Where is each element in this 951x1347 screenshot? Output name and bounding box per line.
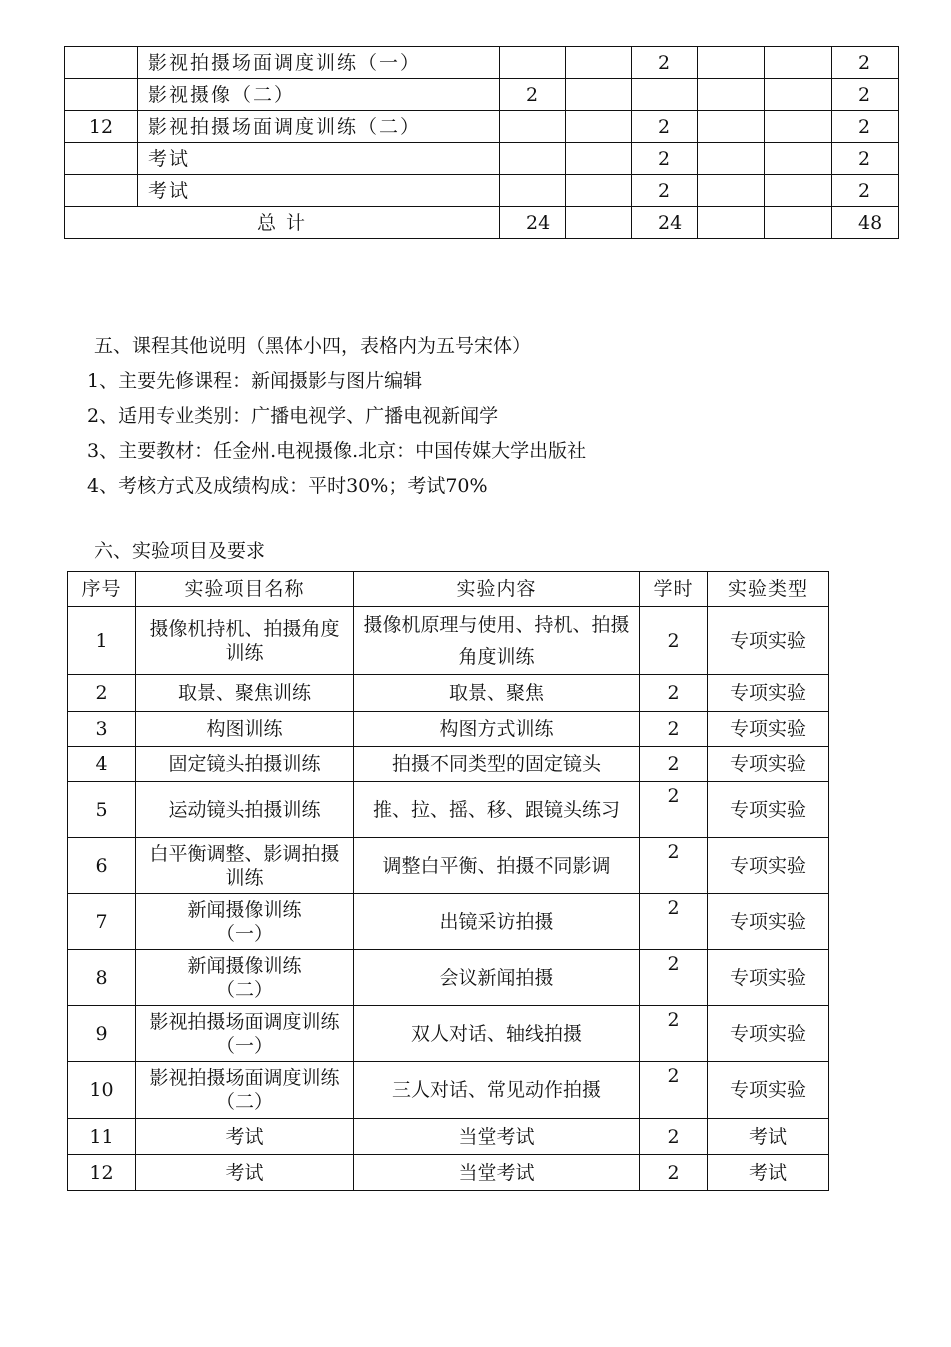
type-cell: 考试 <box>708 1155 829 1191</box>
table-row <box>68 747 829 782</box>
content-text: 推、拉、摇、移、跟镜头练习 <box>372 798 620 821</box>
name-cell <box>136 838 354 894</box>
name-text: 新闻摄像训练（二） <box>187 954 302 1001</box>
hours-cell: 2 <box>632 143 698 175</box>
hours-cell: 2 <box>500 79 566 111</box>
topic-cell: 考试 <box>138 143 500 175</box>
hours-cell <box>698 47 765 79</box>
hours-cell <box>566 47 632 79</box>
hours-cell <box>698 175 765 207</box>
hours-cell: 2 <box>640 1119 708 1155</box>
hours-cell: 2 <box>640 675 708 712</box>
table-row <box>68 782 829 838</box>
topic-cell: 考试 <box>138 175 500 207</box>
hours-cell <box>500 111 566 143</box>
name-cell <box>136 1062 354 1119</box>
topic-cell: 影视摄像（二） <box>138 79 500 111</box>
hours-cell: 2 <box>640 950 708 1006</box>
week-cell <box>65 175 138 207</box>
name-cell <box>136 950 354 1006</box>
section5-item: 2、适用专业类别：广播电视学、广播电视新闻学 <box>87 405 499 427</box>
content-cell <box>354 838 640 894</box>
week-cell <box>65 79 138 111</box>
table-row <box>68 950 829 1006</box>
content-cell: 会议新闻拍摄 <box>354 950 640 1006</box>
total-cell <box>765 207 832 239</box>
total-row <box>65 207 899 239</box>
hours-cell: 2 <box>832 47 899 79</box>
type-cell: 专项实验 <box>708 1006 829 1062</box>
hours-cell: 2 <box>832 143 899 175</box>
hours-cell <box>500 175 566 207</box>
no-cell: 2 <box>68 675 136 712</box>
no-cell: 6 <box>68 838 136 894</box>
experiment-table <box>67 571 829 1191</box>
header-cell: 学时 <box>640 572 708 607</box>
content-cell: 当堂考试 <box>354 1155 640 1191</box>
type-cell: 专项实验 <box>708 675 829 712</box>
hours-cell <box>500 143 566 175</box>
hours-cell <box>566 175 632 207</box>
name-cell: 考试 <box>136 1119 354 1155</box>
hours-cell <box>500 47 566 79</box>
week-cell <box>65 143 138 175</box>
table-row <box>68 712 829 747</box>
hours-cell: 2 <box>640 607 708 675</box>
content-cell: 双人对话、轴线拍摄 <box>354 1006 640 1062</box>
type-cell: 专项实验 <box>708 894 829 950</box>
no-cell: 9 <box>68 1006 136 1062</box>
hours-cell <box>765 79 832 111</box>
name-cell: 运动镜头拍摄训练 <box>136 782 354 838</box>
hours-cell: 2 <box>632 175 698 207</box>
header-cell: 实验项目名称 <box>136 572 354 607</box>
section5-item: 3、主要教材：任金州.电视摄像.北京：中国传媒大学出版社 <box>87 440 587 462</box>
header-cell: 序号 <box>68 572 136 607</box>
section5-heading: 五、课程其他说明（黑体小四，表格内为五号宋体） <box>94 335 532 357</box>
name-text: 摄像机持机、拍摄角度训练 <box>149 617 340 664</box>
hours-cell <box>632 79 698 111</box>
hours-cell <box>698 143 765 175</box>
hours-cell: 2 <box>640 838 708 894</box>
content-cell: 拍摄不同类型的固定镜头 <box>354 747 640 782</box>
section6-heading: 六、实验项目及要求 <box>94 540 266 562</box>
hours-cell <box>698 111 765 143</box>
content-cell <box>354 607 640 675</box>
table-row <box>68 675 829 712</box>
section5-item: 1、主要先修课程：新闻摄影与图片编辑 <box>87 370 423 392</box>
header-cell: 实验类型 <box>708 572 829 607</box>
name-cell <box>136 1006 354 1062</box>
total-cell <box>698 207 765 239</box>
total-cell: 24 <box>632 207 698 239</box>
table-row <box>68 1006 829 1062</box>
table-row <box>68 1119 829 1155</box>
type-cell: 考试 <box>708 1119 829 1155</box>
name-text: 白平衡调整、影调拍摄训练 <box>149 842 340 889</box>
total-label: 总 计 <box>65 207 500 239</box>
table-row <box>68 838 829 894</box>
no-cell: 4 <box>68 747 136 782</box>
hours-cell: 2 <box>640 712 708 747</box>
no-cell: 1 <box>68 607 136 675</box>
no-cell: 7 <box>68 894 136 950</box>
schedule-row <box>65 47 899 79</box>
hours-cell: 2 <box>832 111 899 143</box>
hours-cell <box>698 79 765 111</box>
total-cell: 48 <box>832 207 899 239</box>
content-cell: 当堂考试 <box>354 1119 640 1155</box>
hours-cell: 2 <box>640 1062 708 1119</box>
no-cell: 12 <box>68 1155 136 1191</box>
type-cell: 专项实验 <box>708 838 829 894</box>
type-cell: 专项实验 <box>708 782 829 838</box>
content-cell: 构图方式训练 <box>354 712 640 747</box>
name-cell: 构图训练 <box>136 712 354 747</box>
type-cell: 专项实验 <box>708 950 829 1006</box>
hours-cell <box>765 175 832 207</box>
content-cell: 出镜采访拍摄 <box>354 894 640 950</box>
table-row <box>68 607 829 675</box>
hours-cell <box>765 111 832 143</box>
hours-cell: 2 <box>640 747 708 782</box>
schedule-row <box>65 79 899 111</box>
total-cell <box>566 207 632 239</box>
name-text: 影视拍摄场面调度训练（一） <box>149 1010 340 1057</box>
name-text: 新闻摄像训练（一） <box>187 898 302 945</box>
schedule-row <box>65 175 899 207</box>
hours-cell <box>566 111 632 143</box>
hours-cell: 2 <box>632 111 698 143</box>
name-text: 影视拍摄场面调度训练（二） <box>149 1067 340 1113</box>
type-cell: 专项实验 <box>708 747 829 782</box>
name-cell <box>136 894 354 950</box>
no-cell: 10 <box>68 1062 136 1119</box>
type-cell: 专项实验 <box>708 607 829 675</box>
no-cell: 5 <box>68 782 136 838</box>
no-cell: 3 <box>68 712 136 747</box>
hours-cell: 2 <box>640 894 708 950</box>
hours-cell: 2 <box>632 47 698 79</box>
name-cell: 考试 <box>136 1155 354 1191</box>
no-cell: 11 <box>68 1119 136 1155</box>
hours-cell <box>566 143 632 175</box>
content-cell <box>354 782 640 838</box>
table-row <box>68 1155 829 1191</box>
hours-cell <box>765 47 832 79</box>
total-cell: 24 <box>500 207 566 239</box>
header-cell: 实验内容 <box>354 572 640 607</box>
content-text: 摄像机原理与使用、持机、拍摄角度训练 <box>363 613 630 668</box>
week-cell <box>65 47 138 79</box>
hours-cell <box>566 79 632 111</box>
topic-cell: 影视拍摄场面调度训练（二） <box>138 111 500 143</box>
content-text: 调整白平衡、拍摄不同影调 <box>382 854 611 877</box>
hours-cell: 2 <box>640 1006 708 1062</box>
type-cell: 专项实验 <box>708 1062 829 1119</box>
table-row <box>68 1062 829 1119</box>
section5-item: 4、考核方式及成绩构成：平时30%；考试70% <box>87 475 488 497</box>
schedule-row <box>65 111 899 143</box>
name-cell: 取景、聚焦训练 <box>136 675 354 712</box>
hours-cell: 2 <box>640 782 708 838</box>
name-cell: 固定镜头拍摄训练 <box>136 747 354 782</box>
schedule-table <box>64 46 899 239</box>
hours-cell: 2 <box>640 1155 708 1191</box>
hours-cell: 2 <box>832 79 899 111</box>
hours-cell <box>765 143 832 175</box>
type-cell: 专项实验 <box>708 712 829 747</box>
no-cell: 8 <box>68 950 136 1006</box>
hours-cell: 2 <box>832 175 899 207</box>
table-row <box>68 894 829 950</box>
name-cell <box>136 607 354 675</box>
content-cell: 三人对话、常见动作拍摄 <box>354 1062 640 1119</box>
schedule-row <box>65 143 899 175</box>
header-row <box>68 572 829 607</box>
week-cell: 12 <box>65 111 138 143</box>
topic-cell: 影视拍摄场面调度训练（一） <box>138 47 500 79</box>
content-cell: 取景、聚焦 <box>354 675 640 712</box>
